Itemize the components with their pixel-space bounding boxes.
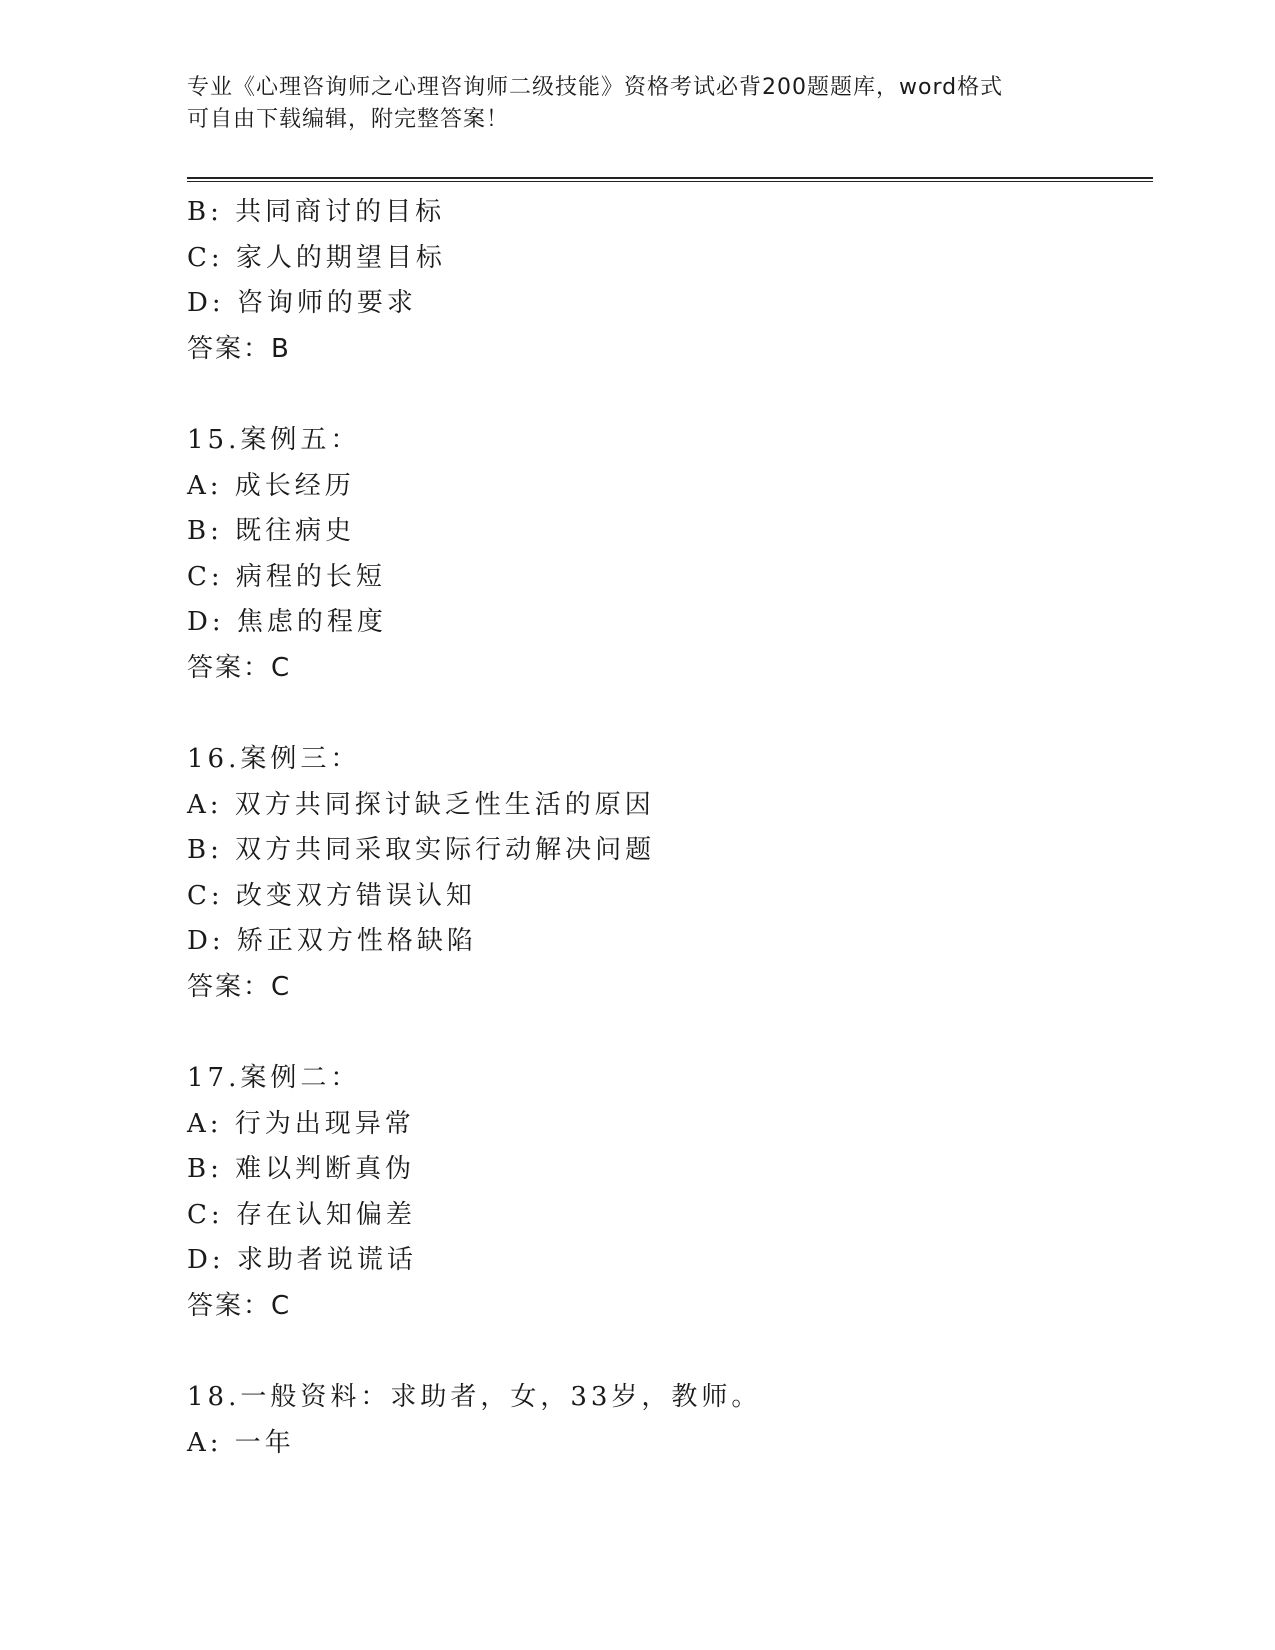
question-16 bbox=[187, 737, 1147, 1010]
option-a: A: 双方共同探讨缺乏性生活的原因 bbox=[187, 789, 655, 820]
header-divider-thick bbox=[187, 177, 1153, 179]
question-17 bbox=[187, 1056, 1147, 1329]
option-a: A: 行为出现异常 bbox=[187, 1108, 415, 1139]
question-15 bbox=[187, 418, 1147, 691]
answer: 答案：C bbox=[187, 652, 292, 683]
option-d: D: 求助者说谎话 bbox=[187, 1245, 417, 1275]
header-divider-thin bbox=[187, 181, 1153, 182]
question-18 bbox=[187, 1375, 1147, 1466]
option-a: A: 一年 bbox=[187, 1427, 295, 1458]
option-d: D: 咨询师的要求 bbox=[187, 288, 417, 318]
option-d: D: 焦虑的程度 bbox=[187, 607, 387, 637]
option-a: A: 成长经历 bbox=[187, 470, 355, 501]
option-b: B: 共同商讨的目标 bbox=[187, 197, 446, 227]
option-c: C: 病程的长短 bbox=[187, 561, 386, 592]
question-14-partial bbox=[187, 190, 1147, 372]
header-line-2: 可自由下载编辑，附完整答案！ bbox=[187, 107, 510, 132]
question-title: 17.案例二： bbox=[187, 1063, 361, 1093]
answer: 答案：C bbox=[187, 971, 292, 1002]
option-c: C: 家人的期望目标 bbox=[187, 242, 446, 273]
header-line-1: 专业《心理咨询师之心理咨询师二级技能》资格考试必背200题题库，word格式 bbox=[187, 75, 1004, 100]
answer: 答案：B bbox=[187, 333, 291, 364]
option-b: B: 双方共同采取实际行动解决问题 bbox=[187, 835, 656, 865]
option-c: C: 存在认知偏差 bbox=[187, 1199, 416, 1230]
question-title: 16.案例三： bbox=[187, 744, 361, 774]
document-header bbox=[187, 72, 1087, 136]
answer: 答案：C bbox=[187, 1290, 292, 1321]
option-c: C: 改变双方错误认知 bbox=[187, 880, 476, 911]
question-list bbox=[187, 190, 1147, 1466]
option-b: B: 既往病史 bbox=[187, 516, 356, 546]
question-title: 15.案例五： bbox=[187, 425, 361, 455]
option-d: D: 矫正双方性格缺陷 bbox=[187, 926, 477, 956]
option-b: B: 难以判断真伪 bbox=[187, 1154, 416, 1184]
question-title: 18.一般资料：求助者，女，33岁，教师。 bbox=[187, 1382, 762, 1412]
